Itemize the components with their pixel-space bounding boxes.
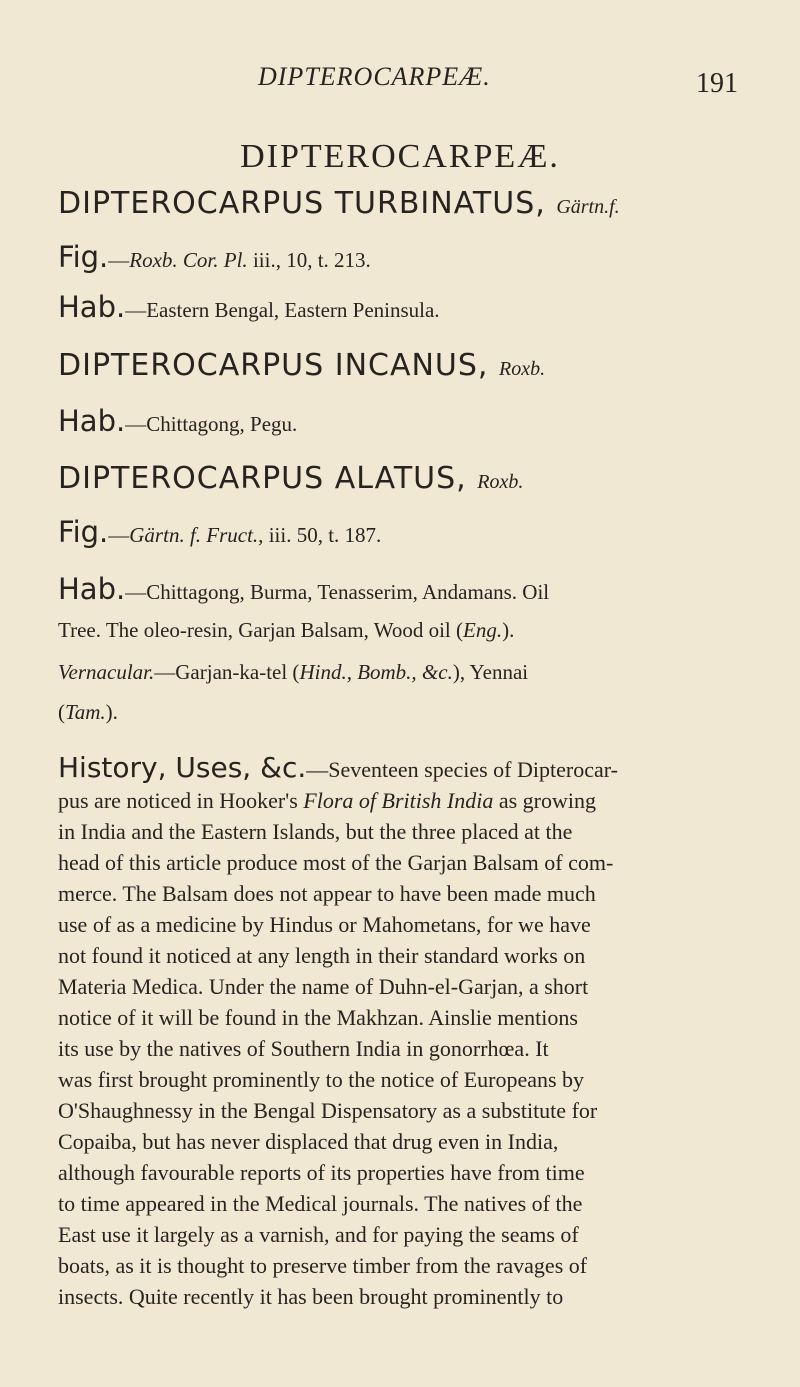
- hab-text: —Eastern Bengal, Eastern Peninsula.: [125, 298, 440, 322]
- fig-ref: Gärtn. f. Fruct.,: [129, 523, 264, 547]
- vernacular-text: —Garjan-ka-tel (: [154, 660, 300, 684]
- vernacular-entry: [58, 660, 528, 685]
- fig-dash: —: [108, 523, 130, 547]
- vernacular-hind: Hind., Bomb., &c.: [299, 660, 453, 684]
- hab-text: —Chittagong, Burma, Tenasserim, Andamans. Oil: [125, 580, 550, 604]
- hab-label: Hab.: [58, 290, 126, 324]
- page-number: 191: [696, 68, 738, 99]
- flora-title: Flora of British India: [303, 788, 494, 813]
- habitat-continuation: [58, 618, 514, 643]
- fig-label: Fig.: [58, 515, 109, 549]
- running-head-title: DIPTEROCARPEÆ.: [258, 62, 491, 91]
- tam-abbrev: Tam.: [65, 700, 106, 724]
- hab-label: Hab.: [58, 404, 126, 438]
- history-line: not found it noticed at any length in their standard works on: [58, 943, 586, 968]
- vernacular-text-2: ), Yennai: [452, 660, 529, 684]
- eng-abbrev: Eng.: [463, 618, 503, 642]
- history-line: insects. Quite recently it has been brought prominently to: [58, 1284, 564, 1309]
- history-line: O'Shaughnessy in the Bengal Dispensatory as a substitute for: [58, 1098, 598, 1123]
- history-line: pus are noticed in Hooker's Flora of British India as growing: [58, 788, 597, 813]
- fig-dash: —: [108, 248, 130, 272]
- history-line: East use it largely as a varnish, and for paying the seams of: [58, 1222, 579, 1247]
- history-line: in India and the Eastern Islands, but the three placed at the: [58, 819, 573, 844]
- hab-text-2-end: ).: [502, 618, 515, 642]
- running-head: [0, 62, 800, 102]
- vernacular-continuation: [58, 700, 118, 725]
- habitat-entry: [58, 572, 549, 606]
- species-heading-incanus: [58, 348, 545, 383]
- fig-rest: iii. 50, t. 187.: [263, 523, 382, 547]
- species-name: DIPTEROCARPUS INCANUS,: [58, 348, 489, 383]
- hab-text-2: Tree. The oleo-resin, Garjan Balsam, Wood oil (: [58, 618, 464, 642]
- history-line: to time appeared in the Medical journals. The natives of the: [58, 1191, 583, 1216]
- habitat-entry: [58, 404, 297, 438]
- history-line: head of this article produce most of the Garjan Balsam of com-: [58, 850, 614, 875]
- history-line: was first brought prominently to the notice of Europeans by: [58, 1067, 585, 1092]
- habitat-entry: [58, 290, 440, 324]
- history-line: merce. The Balsam does not appear to have been made much: [58, 881, 596, 906]
- figure-reference: [58, 240, 371, 274]
- fig-rest: iii., 10, t. 213.: [247, 248, 371, 272]
- hab-label: Hab.: [58, 572, 126, 606]
- history-line: Materia Medica. Under the name of Duhn-el-Garjan, a short: [58, 974, 589, 999]
- figure-reference: [58, 515, 381, 549]
- history-line: boats, as it is thought to preserve timber from the ravages of: [58, 1253, 588, 1278]
- history-line: notice of it will be found in the Makhzan. Ainslie mentions: [58, 1005, 578, 1030]
- tam-open: (: [58, 700, 65, 724]
- species-authority: Gärtn.f.: [556, 196, 620, 218]
- history-label: History, Uses, &c.: [58, 751, 307, 784]
- history-line: although favourable reports of its properties have from time: [58, 1160, 585, 1185]
- species-name: DIPTEROCARPUS ALATUS,: [58, 461, 467, 496]
- species-heading-alatus: [58, 461, 523, 496]
- history-line: use of as a medicine by Hindus or Mahometans, for we have: [58, 912, 591, 937]
- section-title: DIPTEROCARPEÆ.: [240, 138, 560, 175]
- history-line: History, Uses, &c.—Seventeen species of Dipterocar-: [58, 751, 618, 784]
- history-line: its use by the natives of Southern India in gonorrhœa. It: [58, 1036, 549, 1061]
- hab-text: —Chittagong, Pegu.: [125, 412, 298, 436]
- history-line: Copaiba, but has never displaced that drug even in India,: [58, 1129, 559, 1154]
- fig-label: Fig.: [58, 240, 109, 274]
- fig-ref: Roxb. Cor. Pl.: [129, 248, 248, 272]
- species-authority: Roxb.: [499, 358, 546, 380]
- species-heading-turbinatus: [58, 186, 620, 221]
- vernacular-label: Vernacular.: [58, 660, 155, 684]
- history-paragraph: [58, 752, 758, 1312]
- tam-close: ).: [105, 700, 118, 724]
- species-authority: Roxb.: [477, 471, 524, 493]
- species-name: DIPTEROCARPUS TURBINATUS,: [58, 186, 546, 221]
